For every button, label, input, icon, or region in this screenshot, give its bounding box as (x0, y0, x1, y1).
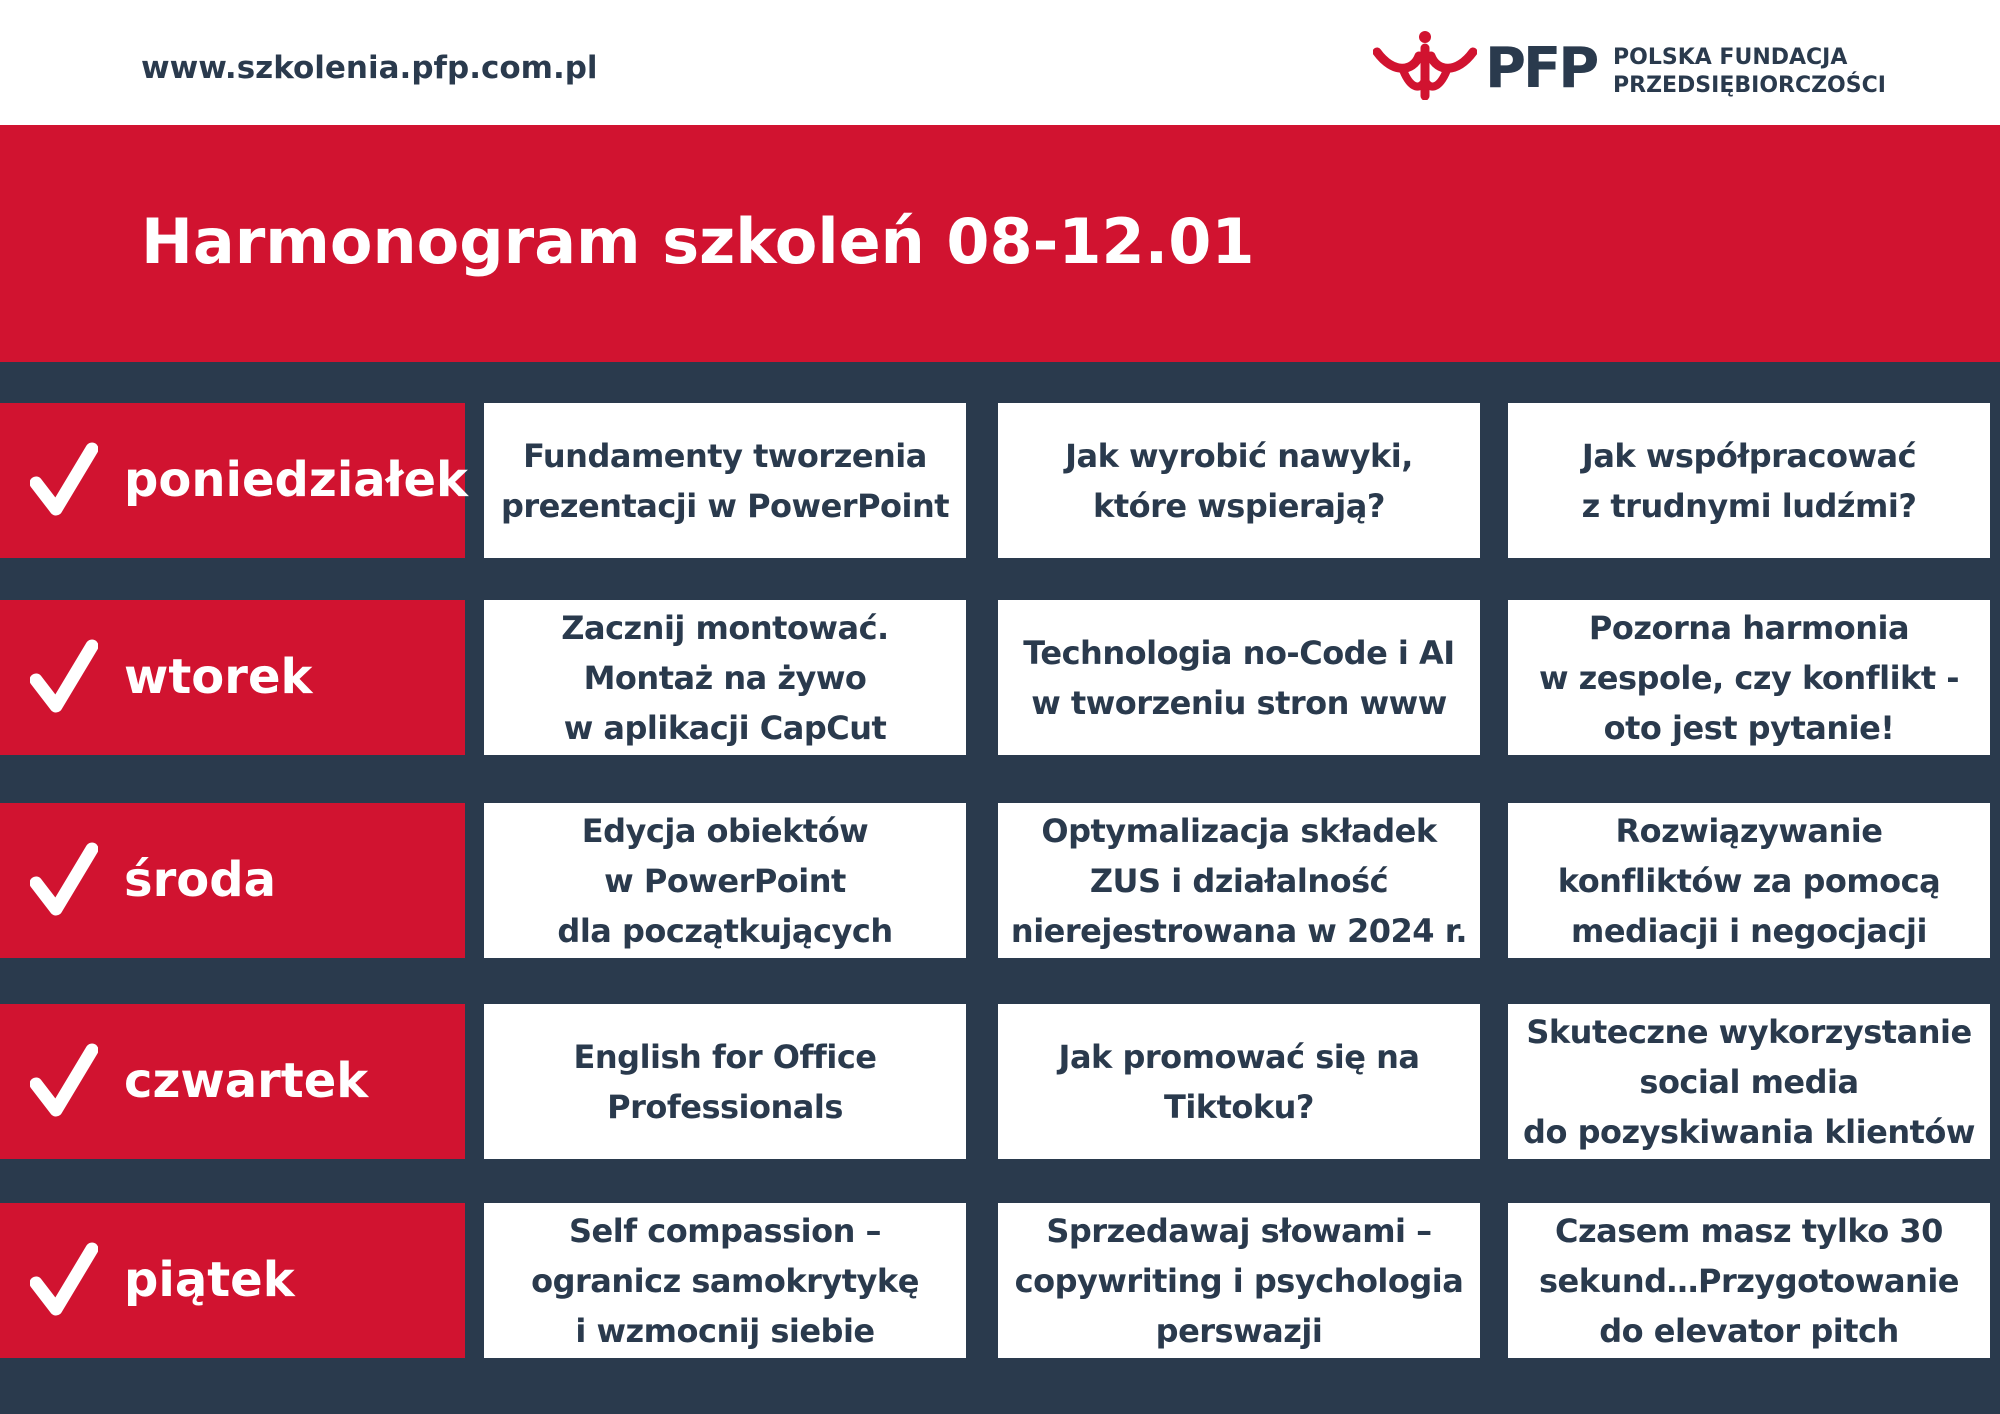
course-title: Zacznij montować. Montaż na żywo w aplikacji CapCut (561, 608, 889, 747)
course-title: Fundamenty tworzenia prezentacji w PowerPoint (500, 436, 950, 525)
day-label: wtorek (124, 649, 313, 705)
course-card[interactable] (484, 1203, 966, 1358)
course-title: Edycja obiektów w PowerPoint dla początkujących (557, 811, 893, 950)
checkmark-icon (30, 638, 98, 718)
course-card[interactable] (1508, 1004, 1990, 1159)
pfp-emblem-icon (1373, 30, 1477, 100)
course-card[interactable] (998, 1203, 1480, 1358)
day-label: czwartek (124, 1053, 369, 1109)
course-card[interactable] (484, 1004, 966, 1159)
schedule-row-thursday (0, 1004, 2000, 1159)
course-title: Rozwiązywanie konfliktów za pomocą mediacji i negocjacji (1557, 811, 1941, 950)
day-cell (0, 803, 465, 958)
top-bar (0, 0, 2000, 125)
checkmark-icon (30, 1241, 98, 1321)
course-title: Jak promować się na Tiktoku? (1058, 1037, 1420, 1126)
logo-organization-name (1613, 44, 1886, 100)
day-cell (0, 600, 465, 755)
course-title: Skuteczne wykorzystanie social media do pozyskiwania klientów (1523, 1012, 1975, 1151)
course-title: English for Office Professionals (573, 1037, 877, 1126)
day-cell (0, 403, 468, 558)
course-card[interactable] (484, 803, 966, 958)
course-card[interactable] (1508, 403, 1990, 558)
course-card[interactable] (484, 403, 966, 558)
course-title: Optymalizacja składek ZUS i działalność nierejestrowana w 2024 r. (1010, 811, 1468, 950)
course-title: Czasem masz tylko 30 sekund…Przygotowanie do elevator pitch (1539, 1211, 1959, 1350)
logo-name-line2: PRZEDSIĘBIORCZOŚCI (1613, 73, 1886, 98)
day-label: poniedziałek (124, 452, 468, 508)
title-banner (0, 125, 2000, 362)
course-card[interactable] (1508, 1203, 1990, 1358)
checkmark-icon (30, 441, 98, 521)
schedule-row-wednesday (0, 803, 2000, 958)
logo-name-line1: POLSKA FUNDACJA (1613, 45, 1848, 70)
schedule-row-monday (0, 403, 2000, 558)
day-label: środa (124, 852, 276, 908)
course-title: Jak współpracować z trudnymi ludźmi? (1581, 436, 1917, 525)
course-title: Pozorna harmonia w zespole, czy konflikt - oto jest pytanie! (1538, 608, 1960, 747)
course-title: Jak wyrobić nawyki, które wspierają? (1065, 436, 1413, 525)
course-card[interactable] (1508, 803, 1990, 958)
course-card[interactable] (998, 1004, 1480, 1159)
course-card[interactable] (998, 403, 1480, 558)
course-card[interactable] (484, 600, 966, 755)
schedule-row-tuesday (0, 600, 2000, 755)
course-title: Self compassion – ogranicz samokrytykę i wzmocnij siebie (531, 1211, 919, 1350)
checkmark-icon (30, 841, 98, 921)
website-url[interactable]: www.szkolenia.pfp.com.pl (141, 50, 598, 86)
day-label: piątek (124, 1252, 295, 1308)
course-title: Sprzedawaj słowami – copywriting i psychologia perswazji (1014, 1211, 1464, 1350)
schedule-row-friday (0, 1203, 2000, 1358)
day-cell (0, 1004, 465, 1159)
checkmark-icon (30, 1042, 98, 1122)
day-cell (0, 1203, 465, 1358)
course-card[interactable] (998, 600, 1480, 755)
pfp-logo (1373, 30, 1893, 100)
course-card[interactable] (1508, 600, 1990, 755)
course-card[interactable] (998, 803, 1480, 958)
page-title: Harmonogram szkoleń 08-12.01 (141, 205, 1255, 278)
logo-abbreviation: PFP (1485, 36, 1597, 101)
course-title: Technologia no-Code i AI w tworzeniu stron www (1023, 633, 1455, 722)
